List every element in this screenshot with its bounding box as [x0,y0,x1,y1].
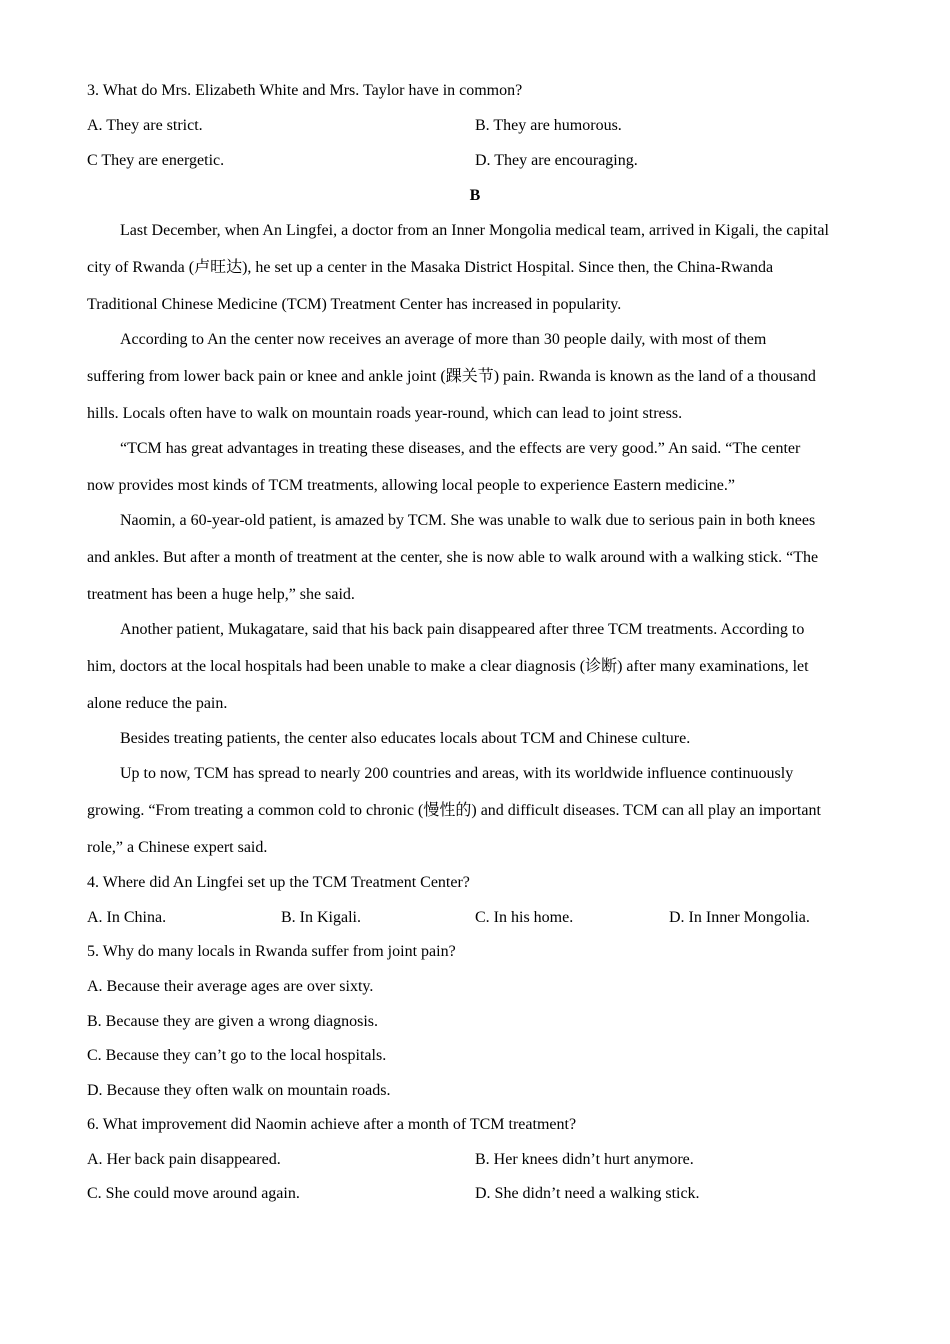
passage-line: him, doctors at the local hospitals had been unable to make a clear diagnosis (诊断) after many examinations, let [87,658,809,675]
passage-line: hills. Locals often have to walk on mountain roads year-round, which can lead to joint stress. [87,405,683,422]
q4-option-c: C. In his home. [475,909,574,926]
question-5: 5. Why do many locals in Rwanda suffer from joint pain? [87,943,456,960]
passage-line: Another patient, Mukagatare, said that his back pain disappeared after three TCM treatments. According to [120,621,805,638]
question-3: 3. What do Mrs. Elizabeth White and Mrs. Taylor have in common? [87,82,523,99]
passage-line: role,” a Chinese expert said. [87,839,268,856]
q4-option-a: A. In China. [87,909,167,926]
passage-line: now provides most kinds of TCM treatments, allowing local people to experience Eastern medicine.” [87,477,735,494]
passage-line: Up to now, TCM has spread to nearly 200 countries and areas, with its worldwide influence continuously [120,765,794,782]
q6-option-a: A. Her back pain disappeared. [87,1151,281,1168]
q6-option-d: D. She didn’t need a walking stick. [475,1185,700,1202]
q5-option-b: B. Because they are given a wrong diagnosis. [87,1013,379,1030]
passage-line: alone reduce the pain. [87,695,228,712]
q6-option-b: B. Her knees didn’t hurt anymore. [475,1151,694,1168]
question-6: 6. What improvement did Naomin achieve after a month of TCM treatment? [87,1116,577,1133]
passage-line: suffering from lower back pain or knee and ankle joint (踝关节) pain. Rwanda is known as the land of a thousand [87,368,816,385]
q3-option-c: C They are energetic. [87,152,225,169]
passage-line: Traditional Chinese Medicine (TCM) Treatment Center has increased in popularity. [87,296,622,313]
passage-line: “TCM has great advantages in treating these diseases, and the effects are very good.” An said. “The center [120,440,801,457]
passage-line: treatment has been a huge help,” she said. [87,586,355,603]
q5-option-d: D. Because they often walk on mountain roads. [87,1082,391,1099]
passage-line: Naomin, a 60-year-old patient, is amazed by TCM. She was unable to walk due to serious pain in both knees [120,512,816,529]
q6-option-c: C. She could move around again. [87,1185,300,1202]
section-title: B [469,187,481,204]
question-4: 4. Where did An Lingfei set up the TCM Treatment Center? [87,874,470,891]
passage-line: city of Rwanda (卢旺达), he set up a center in the Masaka District Hospital. Since then, the China-Rwanda [87,259,774,276]
q5-option-c: C. Because they can’t go to the local hospitals. [87,1047,387,1064]
passage-line: growing. “From treating a common cold to chronic (慢性的) and difficult diseases. TCM can all play an important [87,802,821,819]
q5-option-a: A. Because their average ages are over sixty. [87,978,374,995]
passage-line: Besides treating patients, the center also educates locals about TCM and Chinese culture. [120,730,691,747]
q4-option-b: B. In Kigali. [281,909,361,926]
passage-line: and ankles. But after a month of treatment at the center, she is now able to walk around with a walking stick. “The [87,549,819,566]
passage-line: Last December, when An Lingfei, a doctor from an Inner Mongolia medical team, arrived in Kigali, the capital [120,222,829,239]
q3-option-d: D. They are encouraging. [475,152,638,169]
q4-option-d: D. In Inner Mongolia. [669,909,810,926]
passage-line: According to An the center now receives an average of more than 30 people daily, with most of them [120,331,767,348]
q3-option-b: B. They are humorous. [475,117,622,134]
q3-option-a: A. They are strict. [87,117,203,134]
